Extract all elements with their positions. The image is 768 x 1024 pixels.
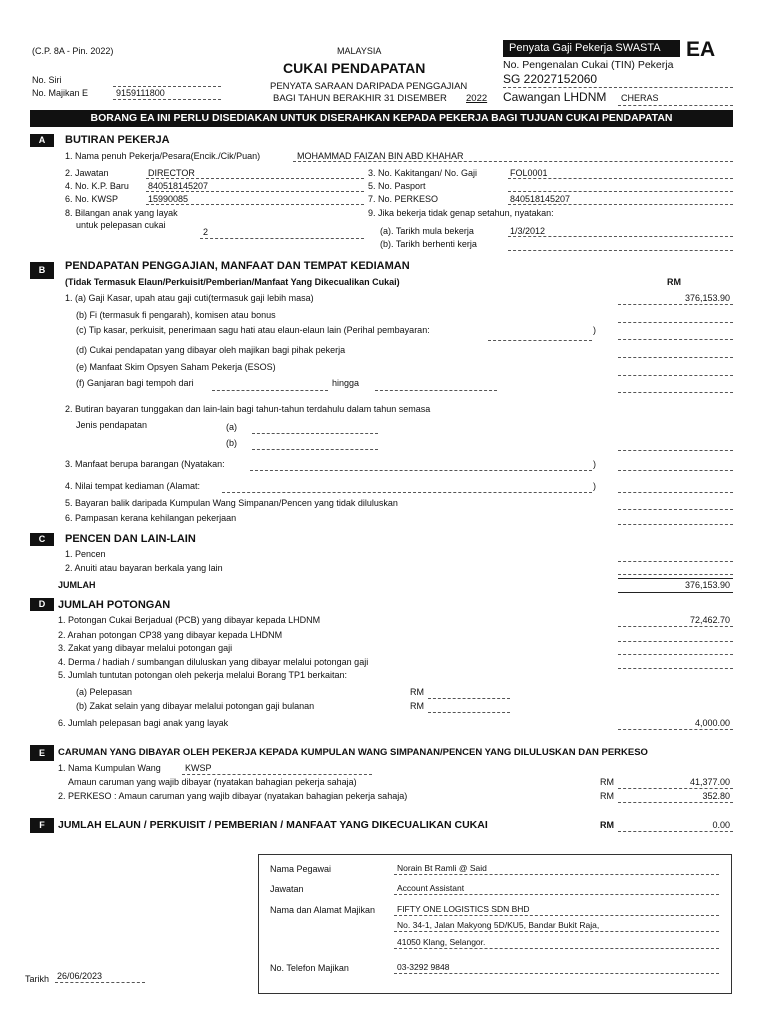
tarikh-label: Tarikh: [25, 974, 50, 984]
section-b-title: PENDAPATAN PENGGAJIAN, MANFAAT DAN TEMPAT KEDIAMAN: [65, 260, 410, 272]
form-title: CUKAI PENDAPATAN: [283, 60, 426, 76]
kakitangan-label: 3. No. Kakitangan/ No. Gaji: [368, 168, 478, 178]
section-e-code: E: [30, 745, 54, 761]
b-item-1b: (b) Fi (termasuk fi pengarah), komisen atau bonus: [76, 310, 276, 320]
mula-label: (a). Tarikh mula bekerja: [380, 226, 474, 236]
d-item-5a: (a) Pelepasan: [76, 687, 133, 697]
pegawai-label: Nama Pegawai: [270, 864, 332, 874]
sig-address-1: No. 34-1, Jalan Makyong 5D/KU5, Bandar Bukit Raja,: [397, 920, 600, 930]
b-jenis-a: (a): [226, 422, 237, 432]
f-value: 0.00: [712, 820, 730, 830]
e-perkeso-rm: RM: [600, 791, 614, 801]
mula-value: 1/3/2012: [510, 226, 546, 236]
b-item-3-paren: ): [593, 459, 596, 469]
c-jumlah-label: JUMLAH: [58, 580, 96, 590]
b-jenis-b: (b): [226, 438, 237, 448]
b-item-1a: 1. (a) Gaji Kasar, upah atau gaji cuti(termasuk gaji lebih masa): [65, 293, 314, 303]
section-d-title: JUMLAH POTONGAN: [58, 599, 171, 611]
f-rm: RM: [600, 820, 614, 830]
majikan-value: 9159111800: [116, 88, 165, 98]
b-item-5: 5. Bayaran balik daripada Kumpulan Wang Simpanan/Pencen yang tidak diluluskan: [65, 498, 398, 508]
d-item-5: 5. Jumlah tuntutan potongan oleh pekerja melalui Borang TP1 berkaitan:: [58, 670, 348, 680]
section-c-code: C: [30, 533, 54, 546]
anak-value: 2: [203, 227, 209, 237]
subtitle-2: BAGI TAHUN BERAKHIR 31 DISEMBER: [273, 93, 447, 104]
country: MALAYSIA: [337, 46, 382, 56]
perkeso-label: 7. No. PERKESO: [368, 194, 439, 204]
d-item-6-value: 4,000.00: [694, 718, 730, 728]
subtitle-1: PENYATA SARAAN DARIPADA PENGGAJIAN: [270, 81, 468, 92]
kwsp-label: 6. No. KWSP: [65, 194, 119, 204]
sig-jawatan-value: Account Assistant: [397, 883, 465, 893]
d-item-6: 6. Jumlah pelepasan bagi anak yang layak: [58, 718, 229, 728]
telefon-value: 03-3292 9848: [397, 962, 450, 972]
b-item-3: 3. Manfaat berupa barangan (Nyatakan:: [65, 459, 225, 469]
c-item-1: 1. Pencen: [65, 549, 106, 559]
section-b-note: (Tidak Termasuk Elaun/Perkuisit/Pemberian/Manfaat Yang Dikecualikan Cukai): [65, 277, 400, 287]
b-item-1a-value: 376,153.90: [684, 293, 730, 303]
banner: BORANG EA INI PERLU DISEDIAKAN UNTUK DISERAHKAN KEPADA PEKERJA BAGI TUJUAN CUKAI PENDAPATAN: [30, 110, 733, 127]
ea-label: EA: [686, 38, 716, 61]
bekerja-label: 9. Jika bekerja tidak genap setahun, nyatakan:: [368, 208, 554, 218]
tin-value: SG 22027152060: [503, 72, 598, 86]
d-item-3: 3. Zakat yang dibayar melalui potongan gaji: [58, 643, 233, 653]
section-a-title: BUTIRAN PEKERJA: [65, 134, 170, 146]
b-item-4-paren: ): [593, 481, 596, 491]
siri-label: No. Siri: [32, 75, 62, 85]
e-item-1: 1. Nama Kumpulan Wang: [58, 763, 161, 773]
kp-label: 4. No. K.P. Baru: [65, 181, 129, 191]
kp-value: 840518145207: [148, 181, 209, 191]
section-b-code: B: [30, 262, 54, 279]
tin-label: No. Pengenalan Cukai (TIN) Pekerja: [503, 59, 674, 71]
section-c-title: PENCEN DAN LAIN-LAIN: [65, 533, 196, 545]
d-item-5b-rm: RM: [410, 701, 424, 711]
b-item-2: 2. Butiran bayaran tunggakan dan lain-lain bagi tahun-tahun terdahulu dalam tahun semasa: [65, 404, 431, 414]
d-item-1-value: 72,462.70: [689, 615, 730, 625]
e-perkeso-value: 352.80: [702, 791, 730, 801]
tax-year: 2022: [466, 93, 488, 104]
d-item-1: 1. Potongan Cukai Berjadual (PCB) yang dibayar kepada LHDNM: [58, 615, 321, 625]
perkeso-value: 840518145207: [510, 194, 571, 204]
section-f-code: F: [30, 818, 54, 833]
c-item-2: 2. Anuiti atau bayaran berkala yang lain: [65, 563, 223, 573]
b-item-1e: (e) Manfaat Skim Opsyen Saham Pekerja (ESOS): [76, 362, 276, 372]
b-item-1f-hingga: hingga: [332, 378, 360, 388]
statement-tag: Penyata Gaji Pekerja SWASTA: [503, 40, 680, 57]
employee-name-label: 1. Nama penuh Pekerja/Pesara(Encik./Cik/Puan): [65, 151, 261, 161]
branch-value: CHERAS: [621, 93, 659, 103]
section-d-code: D: [30, 598, 54, 611]
branch-label: Cawangan LHDNM: [503, 90, 607, 104]
e-fund-name: KWSP: [185, 763, 212, 773]
jawatan-value: DIRECTOR: [148, 168, 195, 178]
sig-majikan-value: FIFTY ONE LOGISTICS SDN BHD: [397, 904, 530, 914]
c-jumlah-value: 376,153.90: [684, 580, 730, 590]
form-code: (C.P. 8A - Pin. 2022): [32, 46, 114, 56]
pasport-label: 5. No. Pasport: [368, 181, 426, 191]
b-item-1c-paren: ): [593, 325, 596, 335]
sig-majikan-label: Nama dan Alamat Majikan: [270, 905, 376, 915]
telefon-label: No. Telefon Majikan: [270, 963, 349, 973]
b-item-6: 6. Pampasan kerana kehilangan pekerjaan: [65, 513, 237, 523]
sig-jawatan-label: Jawatan: [270, 884, 304, 894]
employee-name-value: MOHAMMAD FAIZAN BIN ABD KHAHAR: [297, 151, 464, 161]
kwsp-value: 15990085: [148, 194, 189, 204]
anak-label-1: 8. Bilangan anak yang layak: [65, 208, 178, 218]
d-item-4: 4. Derma / hadiah / sumbangan diluluskan yang dibayar melalui potongan gaji: [58, 657, 369, 667]
jawatan-label: 2. Jawatan: [65, 168, 109, 178]
e-amaun-rm: RM: [600, 777, 614, 787]
b-item-1f: (f) Ganjaran bagi tempoh dari: [76, 378, 194, 388]
section-e-title: CARUMAN YANG DIBAYAR OLEH PEKERJA KEPADA KUMPULAN WANG SIMPANAN/PENCEN YANG DILULUSKAN DAN PERKESO: [58, 747, 648, 758]
tarikh-value: 26/06/2023: [57, 971, 103, 981]
majikan-label: No. Majikan E: [32, 88, 89, 98]
section-f-title: JUMLAH ELAUN / PERKUISIT / PEMBERIAN / MANFAAT YANG DIKECUALIKAN CUKAI: [58, 819, 488, 831]
section-a-code: A: [30, 134, 54, 147]
berhenti-label: (b). Tarikh berhenti kerja: [380, 239, 477, 249]
sig-address-2: 41050 Klang, Selangor.: [397, 937, 486, 947]
b-item-1d: (d) Cukai pendapatan yang dibayar oleh majikan bagi pihak pekerja: [76, 345, 346, 355]
b-item-4: 4. Nilai tempat kediaman (Alamat:: [65, 481, 201, 491]
d-item-2: 2. Arahan potongan CP38 yang dibayar kepada LHDNM: [58, 630, 283, 640]
d-item-5a-rm: RM: [410, 687, 424, 697]
section-b-rm: RM: [667, 277, 681, 287]
e-kwsp-value: 41,377.00: [689, 777, 730, 787]
e-item-2: 2. PERKESO : Amaun caruman yang wajib dibayar (nyatakan bahagian pekerja sahaja): [58, 791, 408, 801]
e-amaun: Amaun caruman yang wajib dibayar (nyatakan bahagian pekerja sahaja): [68, 777, 357, 787]
d-item-5b: (b) Zakat selain yang dibayar melalui potongan gaji bulanan: [76, 701, 315, 711]
b-item-1c: (c) Tip kasar, perkuisit, penerimaan sagu hati atau elaun-elaun lain (Perihal pembayaran:: [76, 325, 430, 335]
kakitangan-value: FOL0001: [510, 168, 548, 178]
pegawai-value: Norain Bt Ramli @ Said: [397, 863, 487, 873]
b-jenis: Jenis pendapatan: [76, 420, 148, 430]
anak-label-2: untuk pelepasan cukai: [76, 220, 166, 230]
